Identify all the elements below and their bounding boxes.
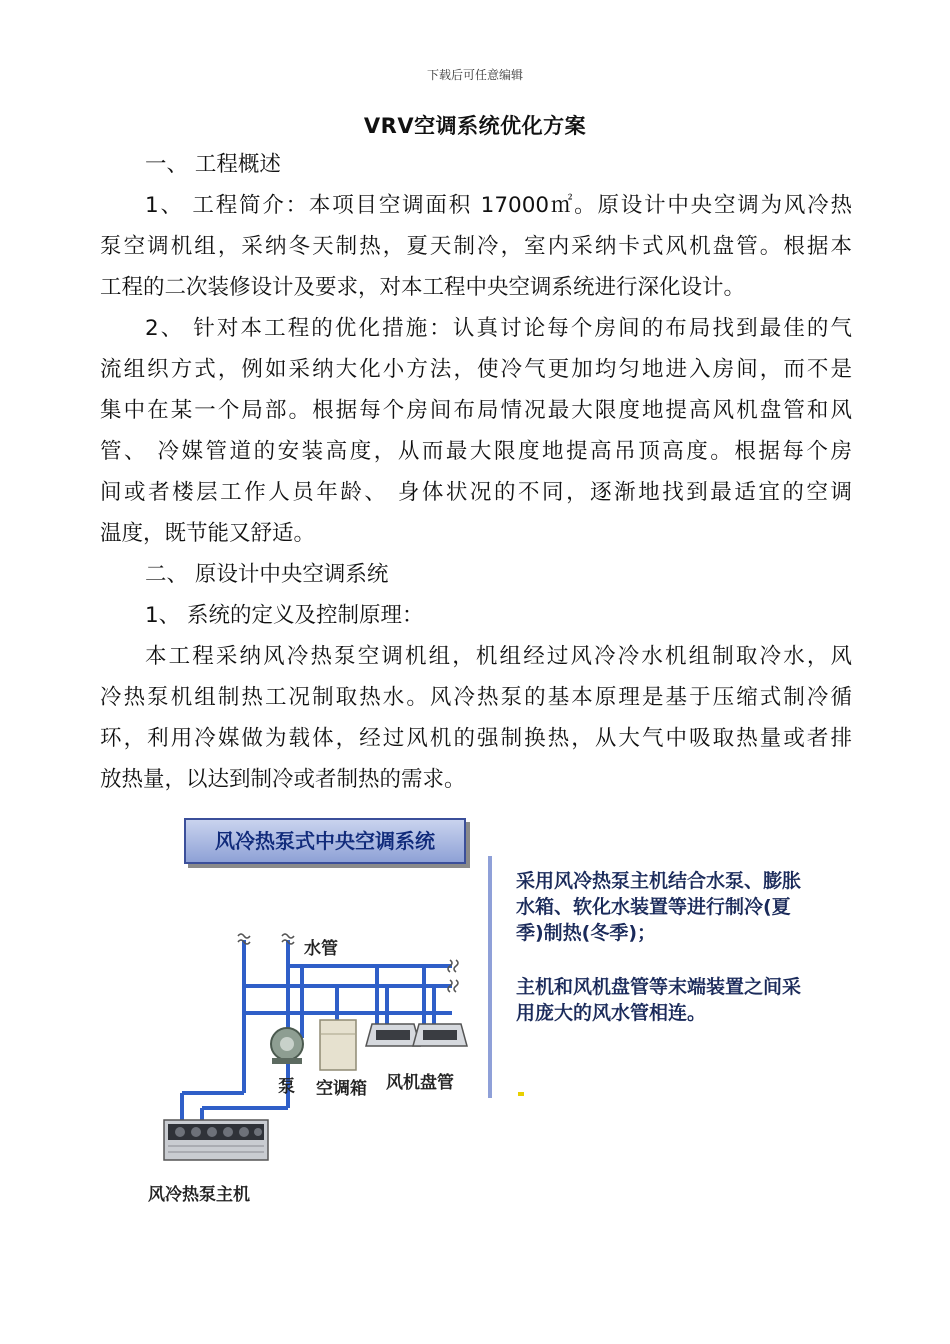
s2-para-line-1: 本工程采纳风冷热泵空调机组，机组经过风冷冷水机组制取冷水，风 — [145, 644, 852, 669]
fan-coil-icon — [366, 1024, 420, 1046]
label-pump: 泵 — [278, 1077, 295, 1097]
s1-item2-line-1: 2、 针对本工程的优化措施：认真讨论每个房间的布局找到最佳的气 — [145, 316, 852, 341]
figure-divider — [488, 856, 492, 1098]
s1-item1-line-2: 泵空调机组，采纳冬天制热，夏天制冷，室内采纳卡式风机盘管。根据本 — [100, 234, 852, 259]
s2-para-line-4: 放热量，以达到制冷或者制热的需求。 — [100, 767, 466, 792]
bullet-mark — [518, 1092, 524, 1096]
page-title: VRV空调系统优化方案 — [363, 114, 587, 138]
pump-icon — [271, 1028, 303, 1064]
figure-desc-para-1: 采用风冷热泵主机结合水泵、膨胀水箱、软化水装置等进行制冷(夏季)制热(冬季)； — [516, 870, 802, 944]
section-2-heading: 二、 原设计中央空调系统 — [145, 562, 389, 587]
pipe-network — [162, 808, 522, 1208]
label-water-pipe: 水管 — [304, 939, 338, 959]
heat-pump-unit-icon — [164, 1120, 268, 1160]
header-note: 下载后可任意编辑 — [426, 68, 523, 82]
label-ahu: 空调箱 — [316, 1079, 367, 1099]
s1-item2-line-5: 间或者楼层工作人员年龄、 身体状况的不同，逐渐地找到最适宜的空调 — [100, 480, 852, 505]
section-1-heading: 一、 工程概述 — [145, 152, 281, 177]
figure-desc-para-2: 主机和风机盘管等末端装置之间采用庞大的风水管相连。 — [516, 976, 802, 1024]
s1-item1-line-1: 1、 工程简介：本项目空调面积 17000㎡。原设计中央空调为风冷热 — [145, 193, 852, 218]
figure-title: 风冷热泵式中央空调系统 — [184, 818, 466, 864]
s1-item2-line-6: 温度，既节能又舒适。 — [100, 521, 316, 546]
s2-para-line-2: 冷热泵机组制热工况制取热水。风冷热泵的基本原理是基于压缩式制冷循 — [100, 685, 852, 710]
fan-coil-icon — [413, 1024, 467, 1046]
s2-item1: 1、 系统的定义及控制原理： — [145, 603, 424, 628]
figure-description — [516, 868, 816, 1026]
label-fan-coil: 风机盘管 — [386, 1073, 454, 1093]
s2-para-line-3: 环，利用冷媒做为载体，经过风机的强制换热，从大气中吸取热量或者排 — [100, 726, 852, 751]
s1-item1-line-3: 工程的二次装修设计及要求，对本工程中央空调系统进行深化设计。 — [100, 275, 746, 300]
ahu-icon — [320, 1020, 356, 1070]
s1-item2-line-2: 流组织方式，例如采纳大化小方法，使冷气更加均匀地进入房间，而不是 — [100, 357, 852, 382]
s1-item2-line-3: 集中在某一个局部。根据每个房间布局情况最大限度地提高风机盘管和风 — [100, 398, 852, 423]
s1-item2-line-4: 管、 冷媒管道的安装高度，从而最大限度地提高吊顶高度。根据每个房 — [100, 439, 852, 464]
system-diagram — [148, 808, 822, 1208]
label-main-unit: 风冷热泵主机 — [148, 1185, 250, 1205]
